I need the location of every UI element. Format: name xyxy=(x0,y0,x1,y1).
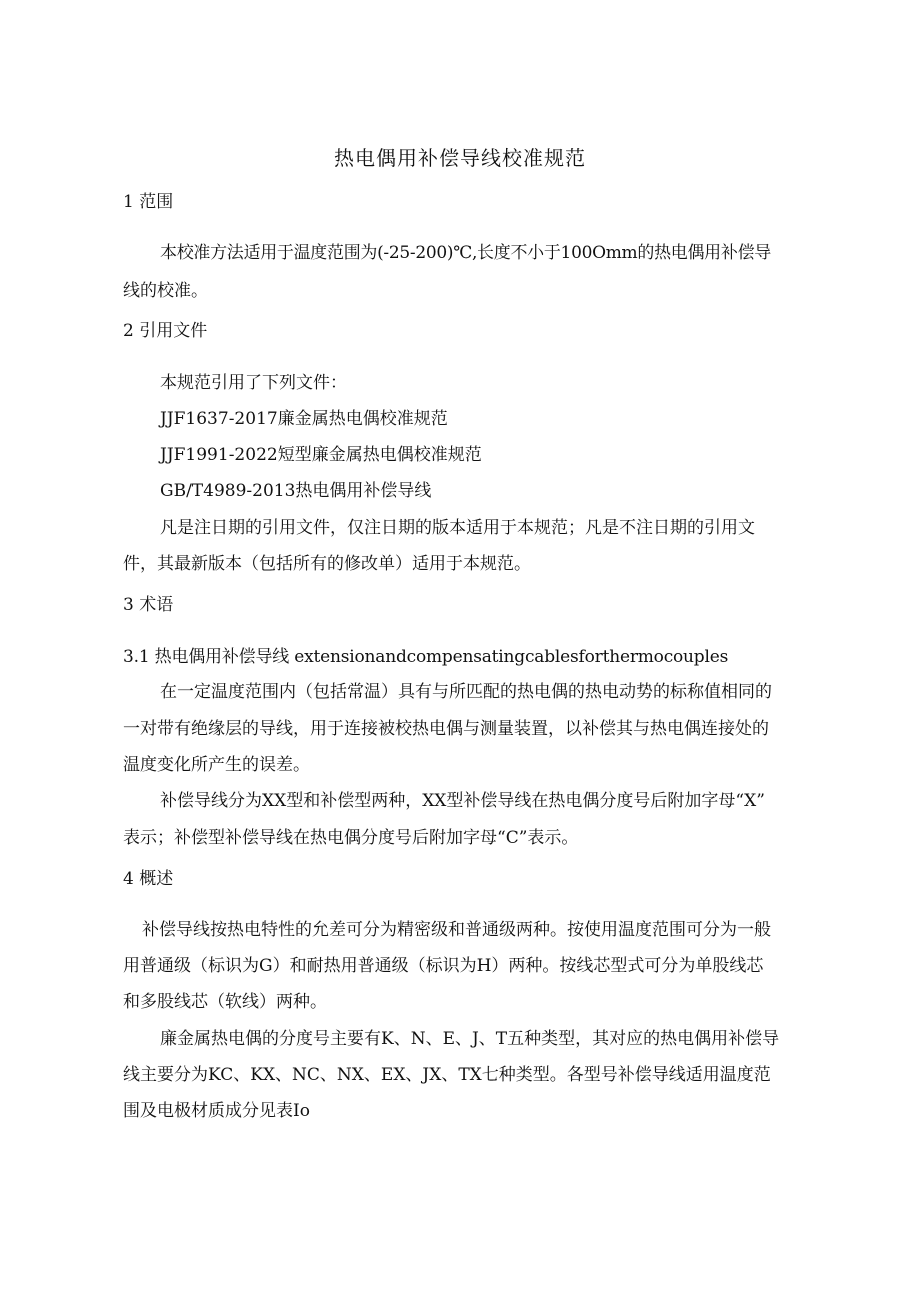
section-4-paragraph-1-line-3: 和多股线芯（软线）两种。 xyxy=(123,992,327,1012)
section-3-paragraph-1-line-3: 温度变化所产生的误差。 xyxy=(123,755,310,775)
section-4-heading: 4 概述 xyxy=(123,869,174,889)
section-2-note-line-1: 凡是注日期的引用文件，仅注日期的版本适用于本规范；凡是不注日期的引用文 xyxy=(160,518,755,538)
reference-item: JJF1991-2022短型廉金属热电偶校准规范 xyxy=(160,445,482,465)
section-4-paragraph-2-line-1: 廉金属热电偶的分度号主要有K、N、E、J、T五种类型，其对应的热电偶用补偿导 xyxy=(160,1029,780,1049)
section-1-paragraph-line-2: 线的校准。 xyxy=(123,281,208,301)
section-4-paragraph-1-line-1: 补偿导线按热电特性的允差可分为精密级和普通级两种。按使用温度范围可分为一般 xyxy=(142,920,771,940)
section-4-paragraph-2-line-3: 围及电极材质成分见表Io xyxy=(123,1101,310,1121)
reference-item: JJF1637-2017廉金属热电偶校准规范 xyxy=(160,409,448,429)
section-3-heading: 3 术语 xyxy=(123,595,174,615)
section-2-heading: 2 引用文件 xyxy=(123,321,208,341)
section-3-paragraph-1-line-2: 一对带有绝缘层的导线，用于连接被校热电偶与测量装置，以补偿其与热电偶连接处的 xyxy=(123,719,769,739)
section-3-paragraph-1-line-1: 在一定温度范围内（包括常温）具有与所匹配的热电偶的热电动势的标称值相同的 xyxy=(160,682,772,702)
section-3-1-heading: 3.1 热电偶用补偿导线 extensionandcompensatingcablesforthermocouples xyxy=(123,647,729,667)
reference-item: GB/T4989-2013热电偶用补偿导线 xyxy=(160,481,432,501)
section-2-intro: 本规范引用了下列文件： xyxy=(160,373,347,393)
section-3-paragraph-2-line-1: 补偿导线分为XX型和补偿型两种，XX型补偿导线在热电偶分度号后附加字母“X” xyxy=(160,791,765,811)
section-4-paragraph-2-line-2: 线主要分为KC、KX、NC、NX、EX、JX、TX七种类型。各型号补偿导线适用温度范 xyxy=(123,1065,771,1085)
document-title: 热电偶用补偿导线校准规范 xyxy=(334,146,586,170)
section-2-note-line-2: 件，其最新版本（包括所有的修改单）适用于本规范。 xyxy=(123,554,531,574)
section-3-paragraph-2-line-2: 表示；补偿型补偿导线在热电偶分度号后附加字母“C”表示。 xyxy=(123,828,579,848)
section-1-paragraph-line-1: 本校准方法适用于温度范围为(-25-200)℃,长度不小于100Omm的热电偶用补偿导 xyxy=(160,243,771,263)
section-1-heading: 1 范围 xyxy=(123,192,174,212)
section-4-paragraph-1-line-2: 用普通级（标识为G）和耐热用普通级（标识为H）两种。按线芯型式可分为单股线芯 xyxy=(123,956,764,976)
